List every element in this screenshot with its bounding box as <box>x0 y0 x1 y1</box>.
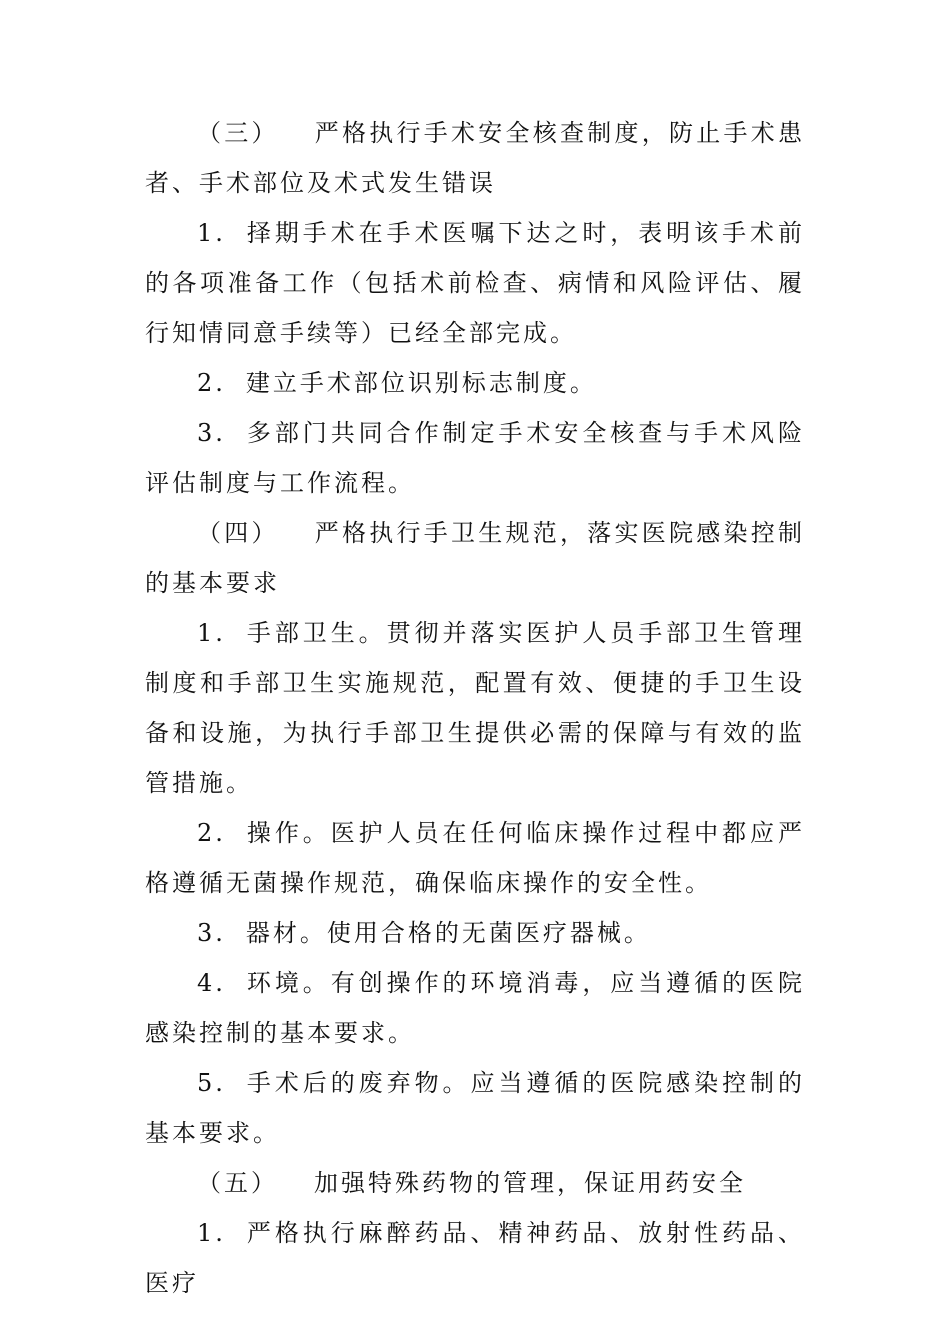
list-item <box>145 208 805 358</box>
list-item <box>145 408 805 508</box>
section-heading <box>145 108 805 208</box>
item-text: 操作。医护人员在任何临床操作过程中都应严格遵循无菌操作规范，确保临床操作的安全性。 <box>145 819 805 897</box>
item-text: 环境。有创操作的环境消毒，应当遵循的医院感染控制的基本要求。 <box>145 969 805 1047</box>
item-number: 4. <box>197 969 226 997</box>
list-item <box>145 608 805 808</box>
item-number: 5. <box>197 1069 226 1097</box>
item-text: 器材。使用合格的无菌医疗器械。 <box>245 919 651 947</box>
list-item <box>145 958 805 1058</box>
section-title: 严格执行手术安全核查制度，防止手术患者、手术部位及术式发生错误 <box>145 119 805 197</box>
item-number: 2. <box>197 819 226 847</box>
item-number: 3. <box>197 419 226 447</box>
item-text: 手部卫生。贯彻并落实医护人员手部卫生管理制度和手部卫生实施规范，配置有效、便捷的手卫生设备和设施，为执行手部卫生提供必需的保障与有效的监管措施。 <box>145 619 805 797</box>
section-title: 严格执行手卫生规范，落实医院感染控制的基本要求 <box>145 519 805 597</box>
section-heading <box>145 508 805 608</box>
list-item <box>145 1058 805 1158</box>
list-item <box>145 1208 805 1308</box>
list-item <box>145 908 805 958</box>
item-text: 多部门共同合作制定手术安全核查与手术风险评估制度与工作流程。 <box>145 419 805 497</box>
item-text: 择期手术在手术医嘱下达之时，表明该手术前的各项准备工作（包括术前检查、病情和风险评估、履行知情同意手续等）已经全部完成。 <box>145 219 805 347</box>
item-text: 建立手术部位识别标志制度。 <box>245 369 597 397</box>
document-body <box>145 108 805 1308</box>
item-number: 3. <box>197 919 226 947</box>
item-number: 1. <box>197 619 226 647</box>
list-item <box>145 808 805 908</box>
item-number: 2. <box>197 369 226 397</box>
section-heading <box>145 1158 805 1208</box>
item-number: 1. <box>197 1219 226 1247</box>
list-item <box>145 358 805 408</box>
section-number: （三） <box>197 119 279 147</box>
item-number: 1. <box>197 219 226 247</box>
section-number: （五） <box>197 1169 278 1197</box>
item-text: 严格执行麻醉药品、精神药品、放射性药品、医疗 <box>145 1219 805 1297</box>
item-text: 手术后的废弃物。应当遵循的医院感染控制的基本要求。 <box>145 1069 805 1147</box>
section-number: （四） <box>197 519 279 547</box>
section-title: 加强特殊药物的管理，保证用药安全 <box>314 1169 746 1197</box>
